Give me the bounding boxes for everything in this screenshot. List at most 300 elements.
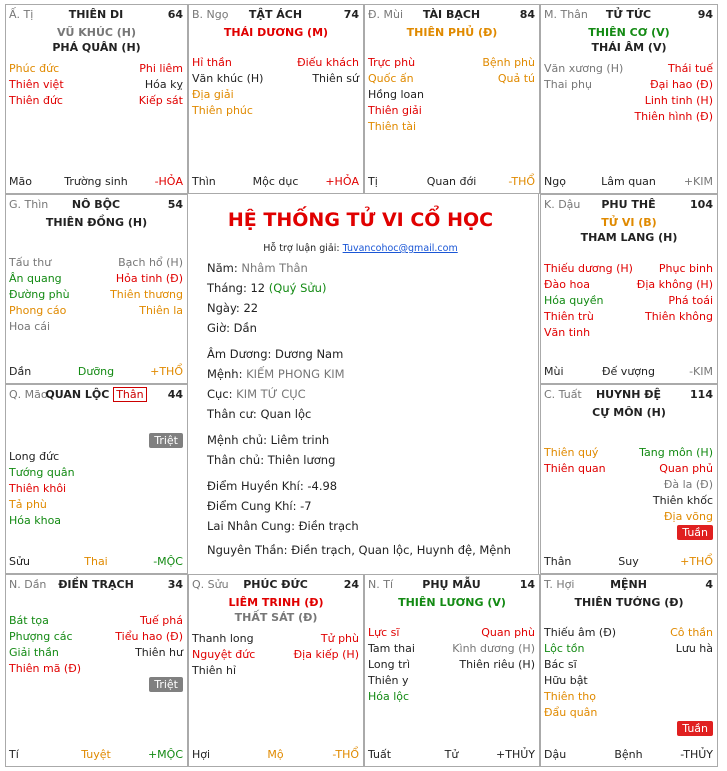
main-stars — [189, 595, 363, 625]
main-stars — [6, 25, 187, 55]
minor-star-row — [544, 109, 713, 125]
palace-name — [9, 198, 183, 211]
palace-footer — [544, 555, 713, 569]
palace-name-text: TÀI BẠCH — [422, 8, 481, 21]
minor-star-left: Địa giải — [192, 88, 234, 101]
minor-star-right: Địa kiếp (H) — [293, 648, 359, 661]
minor-star-row — [368, 625, 535, 641]
main-star: THÁI ÂM (V) — [591, 41, 667, 54]
minor-star-row — [9, 465, 183, 481]
main-stars — [365, 595, 539, 610]
info-line — [207, 301, 258, 315]
minor-star-right: Kình dương (H) — [452, 642, 535, 655]
palace-header — [544, 198, 713, 212]
palace-name — [544, 8, 713, 21]
minor-star-right: Bạch hổ (H) — [118, 256, 183, 269]
minor-star-right: Kiếp sát — [138, 94, 183, 107]
minor-star-row — [9, 61, 183, 77]
minor-star-right: Thiên không — [644, 310, 713, 323]
minor-star-row — [368, 87, 535, 103]
minor-star-row — [9, 645, 183, 661]
minor-star-left: Thiên phúc — [192, 104, 253, 117]
minor-star-right: Đà la (Đ) — [663, 478, 713, 491]
minor-star-left: Thai phụ — [544, 78, 592, 91]
info-value: KIẾM PHONG KIM — [246, 367, 345, 381]
minor-star-right: Linh tinh (H) — [644, 94, 713, 107]
footer-stage: Lâm quan — [601, 175, 656, 188]
minor-star-row — [544, 673, 713, 689]
minor-star-row — [544, 445, 713, 461]
minor-star-right: Thiên khốc — [652, 494, 713, 507]
minor-stars-list — [544, 625, 713, 737]
info-line — [207, 543, 511, 557]
palace-cell[interactable] — [5, 194, 188, 384]
minor-star-left: Thiếu âm (Đ) — [544, 626, 617, 639]
main-star: THAM LANG (H) — [580, 231, 678, 244]
minor-star-row — [9, 93, 183, 109]
minor-star-row — [9, 287, 183, 303]
main-star: THIÊN LƯƠNG (V) — [398, 596, 506, 609]
footer-element: -THỔ — [332, 748, 359, 761]
minor-star-right: Tử phù — [320, 632, 359, 645]
footer-branch: Tuất — [368, 748, 392, 761]
minor-star-row — [9, 513, 183, 529]
palace-footer — [9, 175, 183, 189]
minor-star-row — [544, 705, 713, 721]
footer-element: -THỦY — [680, 748, 713, 761]
minor-star-row — [192, 55, 359, 71]
palace-name-text: ĐIỀN TRẠCH — [58, 578, 134, 591]
minor-star-left: Thiên quan — [544, 462, 606, 475]
center-info-panel — [182, 190, 539, 577]
palace-location: Q. Sửu — [192, 578, 229, 591]
minor-star-right: Lưu hà — [675, 642, 713, 655]
minor-star-left: Phượng các — [9, 630, 73, 643]
minor-star-left: Thiên tài — [368, 120, 417, 133]
info-line — [207, 479, 337, 493]
info-line — [207, 387, 306, 401]
palace-number: 24 — [343, 578, 359, 591]
minor-star-row — [192, 631, 359, 647]
palace-location: B. Ngọ — [192, 8, 229, 21]
minor-star-row — [368, 119, 535, 135]
minor-star-row — [544, 293, 713, 309]
palace-name — [192, 8, 359, 21]
minor-star-right: Địa không (H) — [636, 278, 713, 291]
info-label: Thân cư: Quan lộc — [207, 407, 312, 421]
info-label: Thân chủ: Thiên lương — [207, 453, 336, 467]
footer-element: -KIM — [689, 365, 713, 378]
minor-star-left: Thiên thọ — [544, 690, 596, 703]
support-label: Hỗ trợ luận giải: — [263, 243, 340, 254]
minor-star-row — [544, 325, 713, 341]
footer-element: -HỎA — [154, 175, 183, 188]
info-label: Năm: — [207, 261, 238, 275]
palace-cell[interactable] — [364, 4, 540, 194]
palace-footer — [544, 175, 713, 189]
minor-star-row — [544, 261, 713, 277]
palace-location: T. Hợi — [544, 578, 575, 591]
info-line — [207, 519, 359, 533]
palace-cell[interactable] — [540, 574, 718, 767]
minor-star-row — [544, 93, 713, 109]
palace-header — [368, 8, 535, 22]
palace-name — [368, 578, 535, 591]
footer-element: +THỔ — [150, 365, 183, 378]
info-label: Tháng: 12 — [207, 281, 266, 295]
minor-star-left: Phúc đức — [9, 62, 60, 75]
minor-star-right: Thiên la — [139, 304, 183, 317]
palace-number: 74 — [343, 8, 359, 21]
minor-star-right: Địa võng — [663, 510, 713, 523]
minor-star-row — [9, 497, 183, 513]
palace-cell[interactable] — [188, 574, 364, 767]
palace-footer — [9, 555, 183, 569]
minor-star-left: Tam thai — [368, 642, 415, 655]
info-label: Giờ: Dần — [207, 321, 257, 335]
badge-row — [9, 433, 183, 449]
main-star: THẤT SÁT (Đ) — [234, 611, 318, 624]
info-value: (Quý Sửu) — [268, 281, 327, 295]
palace-footer — [192, 748, 359, 762]
palace-cell[interactable] — [540, 194, 718, 384]
main-star: TỬ VI (B) — [601, 216, 657, 229]
minor-star-row — [368, 689, 535, 705]
main-stars — [541, 405, 717, 420]
minor-star-right: Cô thần — [670, 626, 713, 639]
minor-star-left: Văn tinh — [544, 326, 591, 339]
badge-row — [544, 525, 713, 541]
palace-location: N. Dần — [9, 578, 47, 591]
minor-star-right: Phục binh — [658, 262, 713, 275]
info-label: Cục: — [207, 387, 233, 401]
minor-stars-list — [544, 445, 713, 541]
footer-stage: Dưỡng — [77, 365, 115, 378]
palace-number: 14 — [519, 578, 535, 591]
palace-number: 114 — [690, 388, 713, 401]
minor-star-right: Thái tuế — [667, 62, 713, 75]
palace-name-text: THIÊN DI — [68, 8, 124, 21]
minor-star-right: Tuế phá — [140, 614, 183, 627]
palace-cell[interactable] — [364, 574, 540, 767]
minor-star-row — [192, 663, 359, 679]
minor-star-row — [544, 61, 713, 77]
palace-cell[interactable] — [188, 4, 364, 194]
info-line — [207, 261, 308, 275]
minor-stars-list — [9, 61, 183, 109]
minor-star-row — [368, 71, 535, 87]
footer-branch: Mão — [9, 175, 32, 188]
minor-star-left: Hồng loan — [368, 88, 424, 101]
palace-number: 104 — [690, 198, 713, 211]
minor-star-row — [544, 689, 713, 705]
minor-star-left: Phong cáo — [9, 304, 67, 317]
info-label: Mệnh: — [207, 367, 243, 381]
footer-element: +MỘC — [147, 748, 183, 761]
palace-cell[interactable] — [5, 574, 188, 767]
palace-header — [9, 198, 183, 212]
palace-header — [544, 8, 713, 22]
minor-star-left: Giải thần — [9, 646, 59, 659]
minor-star-row — [368, 657, 535, 673]
footer-element: -THỔ — [508, 175, 535, 188]
minor-star-row — [9, 77, 183, 93]
triet-badge: Triệt — [149, 677, 183, 692]
palace-number: 64 — [167, 8, 183, 21]
minor-star-left: Bát tọa — [9, 614, 49, 627]
palace-header — [544, 388, 713, 402]
footer-stage: Mộ — [267, 748, 284, 761]
palace-footer — [368, 748, 535, 762]
palace-name-text: NÔ BỘC — [71, 198, 121, 211]
palace-header — [544, 578, 713, 592]
badge-row — [9, 677, 183, 693]
main-star: THIÊN CƠ (V) — [588, 26, 670, 39]
footer-branch: Sửu — [9, 555, 30, 568]
minor-star-row — [9, 319, 183, 335]
minor-star-row — [544, 657, 713, 673]
minor-star-right: Tiểu hao (Đ) — [115, 630, 183, 643]
support-email-link[interactable]: Tuvancohoc@gmail.com — [342, 243, 458, 254]
palace-number: 4 — [705, 578, 713, 591]
footer-stage: Trường sinh — [64, 175, 128, 188]
minor-star-left: Thiên quý — [544, 446, 599, 459]
info-label: Điểm Huyền Khí: -4.98 — [207, 479, 338, 493]
minor-star-left: Quốc ấn — [368, 72, 414, 85]
minor-star-row — [544, 477, 713, 493]
minor-star-row — [368, 103, 535, 119]
palace-name-text: TẬT ÁCH — [248, 8, 303, 21]
minor-star-right: Thiên hư — [135, 646, 183, 659]
footer-element: +THỔ — [680, 555, 713, 568]
palace-number: 44 — [167, 388, 183, 401]
minor-stars-list — [9, 433, 183, 529]
minor-star-left: Hữu bật — [544, 674, 588, 687]
footer-stage: Đế vượng — [602, 365, 655, 378]
tuan-badge: Tuần — [677, 525, 713, 540]
minor-star-right: Tang môn (H) — [639, 446, 713, 459]
minor-star-left: Đào hoa — [544, 278, 590, 291]
main-stars — [189, 25, 363, 40]
minor-star-right: Quả tú — [497, 72, 535, 85]
palace-location: K. Dậu — [544, 198, 581, 211]
main-stars — [541, 215, 717, 245]
info-line — [207, 321, 257, 335]
minor-star-right: Thiên thương — [110, 288, 183, 301]
footer-branch: Tí — [9, 748, 19, 761]
main-stars — [365, 25, 539, 40]
minor-star-row — [544, 493, 713, 509]
palace-location: C. Tuất — [544, 388, 582, 401]
minor-star-left: Tấu thư — [9, 256, 52, 269]
footer-stage: Tử — [444, 748, 459, 761]
minor-star-row — [544, 77, 713, 93]
footer-stage: Suy — [618, 555, 639, 568]
info-line — [207, 499, 312, 513]
minor-star-row — [544, 309, 713, 325]
footer-branch: Mùi — [544, 365, 564, 378]
palace-footer — [544, 365, 713, 379]
minor-stars-list — [368, 625, 535, 705]
palace-header — [192, 578, 359, 592]
triet-badge: Triệt — [149, 433, 183, 448]
minor-star-right: Thiên riêu (H) — [459, 658, 535, 671]
palace-location: N. Tí — [368, 578, 393, 591]
palace-name-text: PHU THÊ — [601, 198, 656, 211]
minor-star-left: Lực sĩ — [368, 626, 400, 639]
palace-footer — [544, 748, 713, 762]
palace-header — [368, 578, 535, 592]
minor-star-left: Đường phù — [9, 288, 70, 301]
palace-cell[interactable] — [5, 384, 188, 574]
palace-name — [544, 198, 713, 211]
info-value: KIM TỨ CỤC — [236, 387, 306, 401]
info-line — [207, 281, 326, 295]
minor-star-left: Tướng quân — [9, 466, 75, 479]
than-marker: Thân — [113, 387, 146, 402]
minor-star-left: Thiên giải — [368, 104, 422, 117]
palace-header — [192, 8, 359, 22]
footer-branch: Thìn — [192, 175, 216, 188]
palace-cell[interactable] — [540, 384, 718, 574]
minor-star-left: Thiên việt — [9, 78, 64, 91]
footer-branch: Dần — [9, 365, 32, 378]
footer-stage: Bệnh — [614, 748, 643, 761]
minor-star-left: Thiên mã (Đ) — [9, 662, 82, 675]
palace-location: Ấ. Tị — [9, 8, 34, 21]
main-star: THÁI DƯƠNG (M) — [223, 26, 329, 39]
minor-stars-list — [192, 55, 359, 119]
footer-branch: Ngọ — [544, 175, 566, 188]
minor-star-row — [544, 277, 713, 293]
minor-star-left: Thiên trù — [544, 310, 594, 323]
minor-star-row — [9, 661, 183, 677]
minor-star-right: Hóa kỵ — [144, 78, 183, 91]
main-stars — [541, 595, 717, 610]
minor-star-row — [544, 625, 713, 641]
minor-star-left: Hóa lộc — [368, 690, 410, 703]
palace-name-text: QUAN LỘC — [45, 388, 110, 401]
palace-location: Q. Mão — [9, 388, 48, 401]
minor-star-row — [368, 641, 535, 657]
minor-star-left: Tả phù — [9, 498, 47, 511]
minor-stars-list — [9, 613, 183, 693]
minor-star-left: Nguyệt đức — [192, 648, 256, 661]
main-star: PHÁ QUÂN (H) — [52, 41, 141, 54]
minor-star-row — [192, 71, 359, 87]
minor-star-row — [544, 461, 713, 477]
minor-star-left: Đẩu quân — [544, 706, 598, 719]
minor-star-row — [9, 255, 183, 271]
palace-name-text: HUYNH ĐỆ — [595, 388, 662, 401]
chart-title: HỆ THỐNG TỬ VI CỔ HỌC — [227, 209, 494, 231]
minor-star-left: Thiên đức — [9, 94, 63, 107]
minor-star-row — [368, 55, 535, 71]
footer-element: +HỎA — [325, 175, 359, 188]
minor-star-row — [9, 613, 183, 629]
palace-number: 54 — [167, 198, 183, 211]
palace-name — [544, 578, 713, 591]
minor-star-row — [9, 629, 183, 645]
minor-stars-list — [544, 261, 713, 341]
minor-star-row — [544, 641, 713, 657]
minor-star-left: Bác sĩ — [544, 658, 577, 671]
palace-name-text: TỬ TỨC — [605, 8, 652, 21]
info-line — [207, 347, 343, 361]
palace-location: M. Thân — [544, 8, 588, 21]
minor-star-right: Thiên hình (Đ) — [634, 110, 713, 123]
palace-cell[interactable] — [540, 4, 718, 194]
palace-footer — [9, 365, 183, 379]
info-label: Ngày: 22 — [207, 301, 259, 315]
minor-star-row — [9, 271, 183, 287]
minor-stars-list — [368, 55, 535, 135]
minor-star-left: Hỉ thần — [192, 56, 232, 69]
palace-header — [9, 388, 183, 402]
info-line — [207, 453, 335, 467]
minor-star-left: Long trì — [368, 658, 411, 671]
minor-star-right: Đại hao (Đ) — [650, 78, 713, 91]
minor-star-left: Thiên hỉ — [192, 664, 237, 677]
minor-stars-list — [192, 631, 359, 679]
footer-element: +THỦY — [496, 748, 535, 761]
minor-star-right: Bệnh phù — [482, 56, 535, 69]
palace-number: 84 — [519, 8, 535, 21]
main-star: THIÊN PHỦ (Đ) — [406, 26, 498, 39]
palace-name — [9, 388, 183, 401]
palace-header — [9, 8, 183, 22]
footer-stage: Tuyệt — [81, 748, 111, 761]
palace-name — [9, 8, 183, 21]
footer-branch: Dậu — [544, 748, 567, 761]
palace-name — [9, 578, 183, 591]
minor-star-left: Thiên khôi — [9, 482, 67, 495]
footer-branch: Tị — [368, 175, 378, 188]
minor-star-left: Thiên y — [368, 674, 409, 687]
footer-branch: Thân — [544, 555, 572, 568]
minor-star-right: Hỏa tinh (Đ) — [115, 272, 183, 285]
palace-cell[interactable] — [5, 4, 188, 194]
main-star: THIÊN TƯỚNG (Đ) — [574, 596, 684, 609]
minor-star-left: Văn khúc (H) — [192, 72, 264, 85]
minor-star-right: Quan phù — [481, 626, 535, 639]
badge-row — [544, 721, 713, 737]
info-line — [207, 407, 311, 421]
main-stars — [6, 215, 187, 230]
minor-star-left: Hóa khoa — [9, 514, 62, 527]
palace-name — [192, 578, 359, 591]
palace-header — [9, 578, 183, 592]
info-line — [207, 433, 329, 447]
palace-location: G. Thìn — [9, 198, 49, 211]
info-label: Âm Dương: Dương Nam — [207, 347, 344, 361]
footer-element: +KIM — [683, 175, 713, 188]
minor-star-row — [544, 509, 713, 525]
info-value: Nhâm Thân — [241, 261, 308, 275]
info-line — [207, 367, 345, 381]
support-line — [183, 243, 538, 254]
palace-name — [544, 388, 713, 401]
minor-star-row — [9, 449, 183, 465]
tuan-badge: Tuần — [677, 721, 713, 736]
minor-star-left: Long đức — [9, 450, 60, 463]
minor-star-row — [192, 647, 359, 663]
main-star: THIÊN ĐỒNG (H) — [45, 216, 148, 229]
main-star: VŨ KHÚC (H) — [56, 26, 137, 39]
palace-footer — [368, 175, 535, 189]
footer-stage: Quan đới — [426, 175, 477, 188]
info-label: Mệnh chủ: Liêm trinh — [207, 433, 330, 447]
